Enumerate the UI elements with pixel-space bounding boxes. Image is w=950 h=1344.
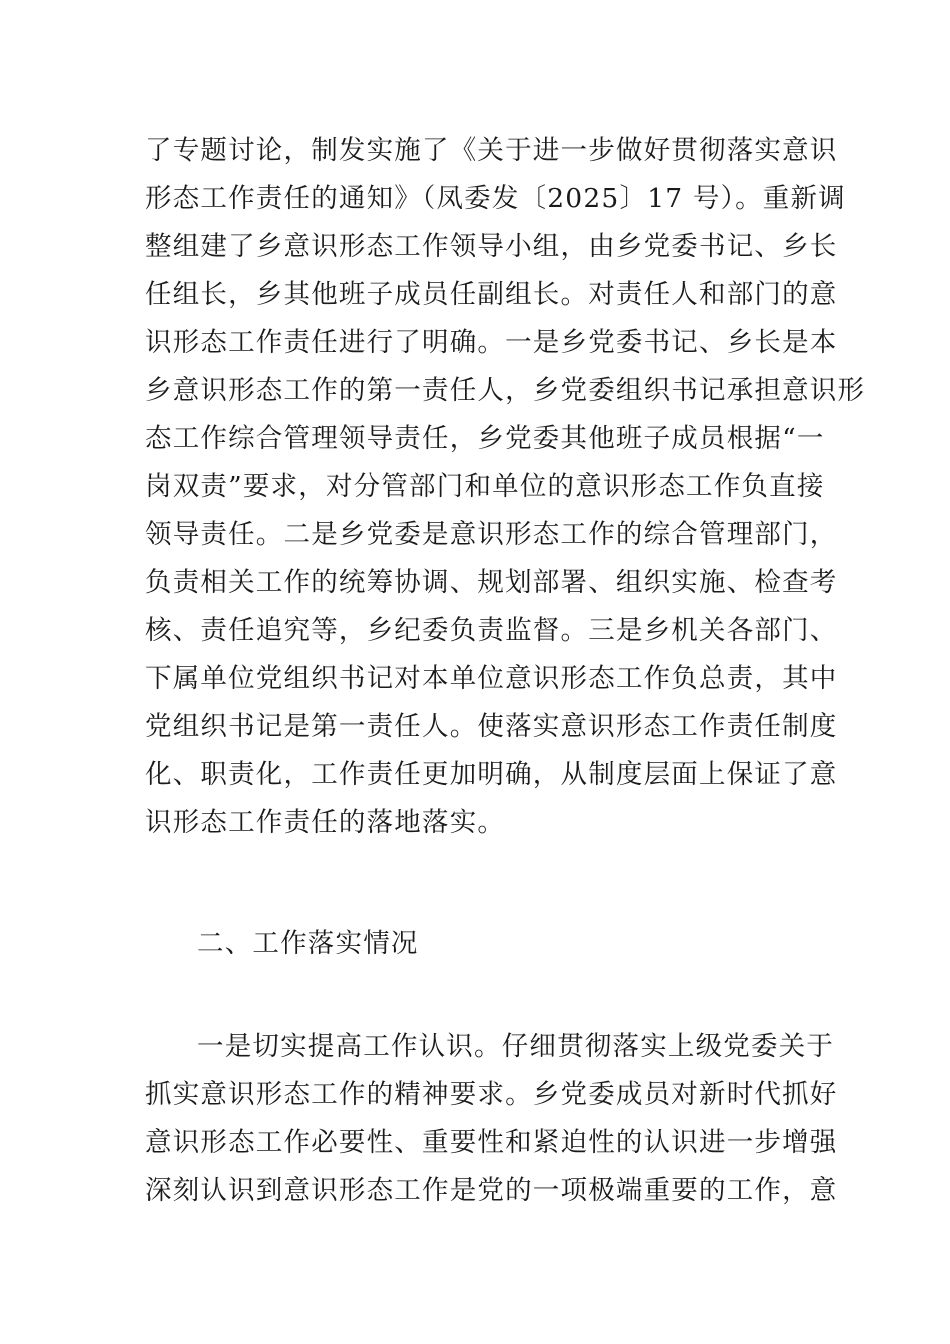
paragraph-1-line-11: 核、责任追究等，乡纪委负责监督。三是乡机关各部门、 [145,615,838,646]
paragraph-1-line-9: 领导责任。二是乡党委是意识形态工作的综合管理部门， [145,519,838,550]
paragraph-1-line-1: 了专题讨论，制发实施了《关于进一步做好贯彻落实意识 [145,135,838,166]
paragraph-2-line-2: 抓实意识形态工作的精神要求。乡党委成员对新时代抓好 [145,1079,838,1110]
section-heading: 二、工作落实情况 [197,928,419,959]
paragraph-1-line-2: 形态工作责任的通知》（凤委发〔2025〕17 号）。重新调 [145,183,846,214]
paragraph-1-line-3: 整组建了乡意识形态工作领导小组，由乡党委书记、乡长 [145,231,838,262]
paragraph-2-line-3: 意识形态工作必要性、重要性和紧迫性的认识进一步增强 [145,1127,838,1158]
paragraph-1-line-6: 乡意识形态工作的第一责任人，乡党委组织书记承担意识形 [145,375,866,406]
paragraph-1-line-12: 下属单位党组织书记对本单位意识形态工作负总责，其中 [145,663,838,694]
paragraph-1-line-8: 岗双责”要求，对分管部门和单位的意识形态工作负直接 [145,471,825,502]
paragraph-1-line-13: 党组织书记是第一责任人。使落实意识形态工作责任制度 [145,711,838,742]
paragraph-1-line-10: 负责相关工作的统筹协调、规划部署、组织实施、检查考 [145,567,838,598]
paragraph-1-line-15: 识形态工作责任的落地落实。 [145,807,506,838]
paragraph-2-line-1: 一是切实提高工作认识。仔细贯彻落实上级党委关于 [197,1031,835,1062]
paragraph-1-line-5: 识形态工作责任进行了明确。一是乡党委书记、乡长是本 [145,327,838,358]
paragraph-1-line-7: 态工作综合管理领导责任，乡党委其他班子成员根据“一 [145,423,825,454]
paragraph-1-line-4: 任组长，乡其他班子成员任副组长。对责任人和部门的意 [145,279,838,310]
paragraph-2-line-4: 深刻认识到意识形态工作是党的一项极端重要的工作，意 [145,1175,838,1206]
paragraph-1-line-14: 化、职责化，工作责任更加明确，从制度层面上保证了意 [145,759,838,790]
